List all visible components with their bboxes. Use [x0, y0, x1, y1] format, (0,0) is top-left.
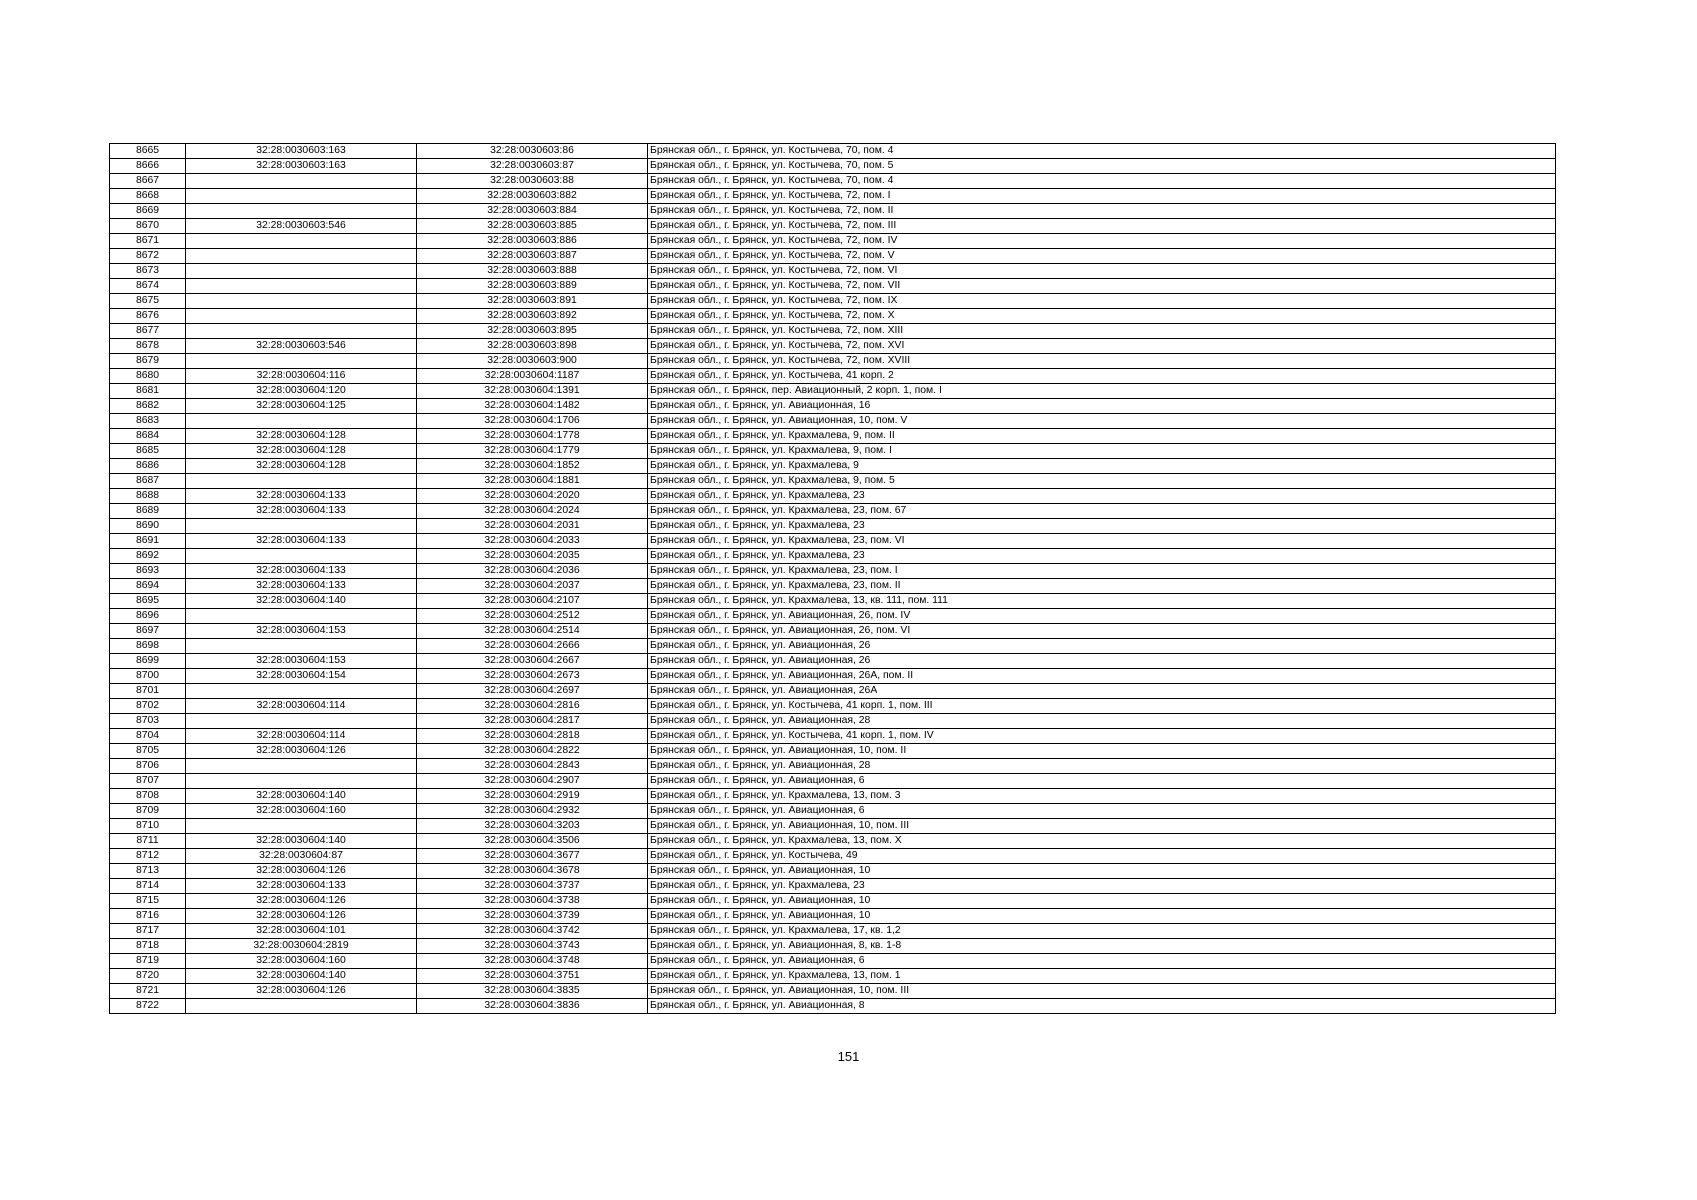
cadastral-number-cell: 32:28:0030603:891 [417, 294, 648, 309]
address-cell: Брянская обл., г. Брянск, ул. Крахмалева, 17, кв. 1,2 [648, 924, 1556, 939]
table-row [110, 624, 1556, 639]
parent-cadastral-number-cell [186, 189, 417, 204]
parent-cadastral-number-cell: 32:28:0030604:133 [186, 489, 417, 504]
row-number-cell: 8670 [110, 219, 186, 234]
address-cell: Брянская обл., г. Брянск, ул. Авиационная, 6 [648, 774, 1556, 789]
row-number-cell: 8706 [110, 759, 186, 774]
row-number-cell: 8714 [110, 879, 186, 894]
cadastral-number-cell: 32:28:0030604:2919 [417, 789, 648, 804]
cadastral-number-cell: 32:28:0030604:1706 [417, 414, 648, 429]
parent-cadastral-number-cell: 32:28:0030604:128 [186, 459, 417, 474]
address-cell: Брянская обл., г. Брянск, ул. Крахмалева, 13, пом. X [648, 834, 1556, 849]
address-cell: Брянская обл., г. Брянск, ул. Костычева, 70, пом. 4 [648, 174, 1556, 189]
cadastral-number-cell: 32:28:0030604:2907 [417, 774, 648, 789]
row-number-cell: 8671 [110, 234, 186, 249]
row-number-cell: 8701 [110, 684, 186, 699]
cadastral-number-cell: 32:28:0030604:1881 [417, 474, 648, 489]
parent-cadastral-number-cell: 32:28:0030604:133 [186, 579, 417, 594]
parent-cadastral-number-cell: 32:28:0030604:133 [186, 564, 417, 579]
table-row [110, 504, 1556, 519]
parent-cadastral-number-cell [186, 609, 417, 624]
row-number-cell: 8716 [110, 909, 186, 924]
address-cell: Брянская обл., г. Брянск, ул. Авиационная, 26 [648, 639, 1556, 654]
parent-cadastral-number-cell: 32:28:0030604:126 [186, 909, 417, 924]
address-cell: Брянская обл., г. Брянск, ул. Костычева, 72, пом. VI [648, 264, 1556, 279]
table-row [110, 189, 1556, 204]
row-number-cell: 8711 [110, 834, 186, 849]
parent-cadastral-number-cell: 32:28:0030603:546 [186, 339, 417, 354]
parent-cadastral-number-cell [186, 759, 417, 774]
table-row [110, 309, 1556, 324]
row-number-cell: 8722 [110, 999, 186, 1014]
address-cell: Брянская обл., г. Брянск, ул. Авиационная, 28 [648, 714, 1556, 729]
address-cell: Брянская обл., г. Брянск, ул. Костычева, 41 корп. 1, пом. III [648, 699, 1556, 714]
address-cell: Брянская обл., г. Брянск, ул. Авиационная, 26А [648, 684, 1556, 699]
row-number-cell: 8665 [110, 144, 186, 159]
cadastral-number-cell: 32:28:0030603:888 [417, 264, 648, 279]
table-row [110, 369, 1556, 384]
table-row [110, 339, 1556, 354]
address-cell: Брянская обл., г. Брянск, ул. Авиационная, 10, пом. II [648, 744, 1556, 759]
table-row [110, 654, 1556, 669]
table-row [110, 849, 1556, 864]
table-row [110, 399, 1556, 414]
parent-cadastral-number-cell [186, 309, 417, 324]
cadastral-number-cell: 32:28:0030604:3751 [417, 969, 648, 984]
table-row [110, 564, 1556, 579]
cadastral-number-cell: 32:28:0030604:1482 [417, 399, 648, 414]
address-cell: Брянская обл., г. Брянск, ул. Крахмалева, 9 [648, 459, 1556, 474]
table-row [110, 894, 1556, 909]
cadastral-number-cell: 32:28:0030604:2514 [417, 624, 648, 639]
parent-cadastral-number-cell: 32:28:0030604:153 [186, 624, 417, 639]
row-number-cell: 8672 [110, 249, 186, 264]
parent-cadastral-number-cell: 32:28:0030604:153 [186, 654, 417, 669]
row-number-cell: 8704 [110, 729, 186, 744]
cadastral-number-cell: 32:28:0030604:2020 [417, 489, 648, 504]
parent-cadastral-number-cell: 32:28:0030604:126 [186, 864, 417, 879]
cadastral-number-cell: 32:28:0030603:88 [417, 174, 648, 189]
row-number-cell: 8715 [110, 894, 186, 909]
parent-cadastral-number-cell [186, 684, 417, 699]
cadastral-number-cell: 32:28:0030603:889 [417, 279, 648, 294]
table-row [110, 774, 1556, 789]
cadastral-number-cell: 32:28:0030604:2512 [417, 609, 648, 624]
row-number-cell: 8702 [110, 699, 186, 714]
table-row [110, 279, 1556, 294]
table-row [110, 804, 1556, 819]
row-number-cell: 8690 [110, 519, 186, 534]
row-number-cell: 8680 [110, 369, 186, 384]
parent-cadastral-number-cell: 32:28:0030604:128 [186, 444, 417, 459]
row-number-cell: 8679 [110, 354, 186, 369]
parent-cadastral-number-cell [186, 294, 417, 309]
row-number-cell: 8707 [110, 774, 186, 789]
table-row [110, 459, 1556, 474]
parent-cadastral-number-cell: 32:28:0030604:160 [186, 954, 417, 969]
row-number-cell: 8673 [110, 264, 186, 279]
table-row [110, 939, 1556, 954]
parent-cadastral-number-cell: 32:28:0030604:128 [186, 429, 417, 444]
parent-cadastral-number-cell: 32:28:0030603:546 [186, 219, 417, 234]
row-number-cell: 8719 [110, 954, 186, 969]
cadastral-number-cell: 32:28:0030603:885 [417, 219, 648, 234]
cadastral-number-cell: 32:28:0030604:2024 [417, 504, 648, 519]
table-row [110, 204, 1556, 219]
table-row [110, 429, 1556, 444]
parent-cadastral-number-cell: 32:28:0030604:133 [186, 504, 417, 519]
table-row [110, 489, 1556, 504]
table-row [110, 579, 1556, 594]
cadastral-number-cell: 32:28:0030604:2036 [417, 564, 648, 579]
row-number-cell: 8675 [110, 294, 186, 309]
row-number-cell: 8668 [110, 189, 186, 204]
address-cell: Брянская обл., г. Брянск, ул. Костычева, 72, пом. I [648, 189, 1556, 204]
parent-cadastral-number-cell [186, 714, 417, 729]
address-cell: Брянская обл., г. Брянск, ул. Авиационная, 10, пом. III [648, 819, 1556, 834]
cadastral-number-cell: 32:28:0030604:2818 [417, 729, 648, 744]
table-row [110, 864, 1556, 879]
row-number-cell: 8720 [110, 969, 186, 984]
table-row [110, 414, 1556, 429]
address-cell: Брянская обл., г. Брянск, ул. Костычева, 49 [648, 849, 1556, 864]
address-cell: Брянская обл., г. Брянск, ул. Костычева, 72, пом. X [648, 309, 1556, 324]
address-cell: Брянская обл., г. Брянск, ул. Крахмалева, 23 [648, 519, 1556, 534]
row-number-cell: 8709 [110, 804, 186, 819]
cadastral-number-cell: 32:28:0030604:3506 [417, 834, 648, 849]
row-number-cell: 8700 [110, 669, 186, 684]
address-cell: Брянская обл., г. Брянск, ул. Авиационная, 10 [648, 909, 1556, 924]
parent-cadastral-number-cell: 32:28:0030604:114 [186, 699, 417, 714]
table-row [110, 444, 1556, 459]
address-cell: Брянская обл., г. Брянск, ул. Костычева, 72, пом. V [648, 249, 1556, 264]
address-cell: Брянская обл., г. Брянск, ул. Крахмалева, 13, пом. 1 [648, 969, 1556, 984]
address-cell: Брянская обл., г. Брянск, ул. Авиационная, 10 [648, 894, 1556, 909]
parent-cadastral-number-cell: 32:28:0030604:125 [186, 399, 417, 414]
table-row [110, 729, 1556, 744]
address-cell: Брянская обл., г. Брянск, ул. Авиационная, 26, пом. VI [648, 624, 1556, 639]
cadastral-number-cell: 32:28:0030604:2031 [417, 519, 648, 534]
row-number-cell: 8712 [110, 849, 186, 864]
parent-cadastral-number-cell: 32:28:0030604:160 [186, 804, 417, 819]
address-cell: Брянская обл., г. Брянск, ул. Авиационная, 28 [648, 759, 1556, 774]
row-number-cell: 8683 [110, 414, 186, 429]
parent-cadastral-number-cell: 32:28:0030604:133 [186, 879, 417, 894]
address-cell: Брянская обл., г. Брянск, ул. Авиационная, 26А, пом. II [648, 669, 1556, 684]
row-number-cell: 8698 [110, 639, 186, 654]
table-row [110, 609, 1556, 624]
cadastral-number-cell: 32:28:0030604:3203 [417, 819, 648, 834]
address-cell: Брянская обл., г. Брянск, ул. Крахмалева, 23, пом. I [648, 564, 1556, 579]
cadastral-number-cell: 32:28:0030603:882 [417, 189, 648, 204]
table-row [110, 534, 1556, 549]
parent-cadastral-number-cell [186, 549, 417, 564]
table-row [110, 519, 1556, 534]
cadastral-number-cell: 32:28:0030604:3835 [417, 984, 648, 999]
table-row [110, 249, 1556, 264]
address-cell: Брянская обл., г. Брянск, ул. Крахмалева, 23 [648, 549, 1556, 564]
address-cell: Брянская обл., г. Брянск, ул. Костычева, 70, пом. 5 [648, 159, 1556, 174]
address-cell: Брянская обл., г. Брянск, ул. Костычева, 70, пом. 4 [648, 144, 1556, 159]
address-cell: Брянская обл., г. Брянск, ул. Крахмалева, 9, пом. 5 [648, 474, 1556, 489]
parent-cadastral-number-cell: 32:28:0030604:133 [186, 534, 417, 549]
parent-cadastral-number-cell: 32:28:0030604:120 [186, 384, 417, 399]
page-number: 151 [837, 1049, 860, 1064]
table-row [110, 174, 1556, 189]
parent-cadastral-number-cell [186, 279, 417, 294]
parent-cadastral-number-cell: 32:28:0030604:126 [186, 894, 417, 909]
address-cell: Брянская обл., г. Брянск, ул. Авиационная, 8 [648, 999, 1556, 1014]
parent-cadastral-number-cell: 32:28:0030604:140 [186, 834, 417, 849]
cadastral-number-cell: 32:28:0030604:1391 [417, 384, 648, 399]
row-number-cell: 8687 [110, 474, 186, 489]
parent-cadastral-number-cell [186, 639, 417, 654]
address-cell: Брянская обл., г. Брянск, ул. Крахмалева, 23, пом. II [648, 579, 1556, 594]
parent-cadastral-number-cell: 32:28:0030604:114 [186, 729, 417, 744]
cadastral-number-cell: 32:28:0030603:87 [417, 159, 648, 174]
parent-cadastral-number-cell [186, 414, 417, 429]
parent-cadastral-number-cell: 32:28:0030604:140 [186, 789, 417, 804]
table-row [110, 474, 1556, 489]
parent-cadastral-number-cell: 32:28:0030604:87 [186, 849, 417, 864]
address-cell: Брянская обл., г. Брянск, ул. Костычева, 72, пом. IX [648, 294, 1556, 309]
row-number-cell: 8681 [110, 384, 186, 399]
cadastral-number-cell: 32:28:0030604:3748 [417, 954, 648, 969]
cadastral-number-cell: 32:28:0030604:2033 [417, 534, 648, 549]
cadastral-number-cell: 32:28:0030604:3737 [417, 879, 648, 894]
row-number-cell: 8689 [110, 504, 186, 519]
parent-cadastral-number-cell [186, 324, 417, 339]
parent-cadastral-number-cell [186, 234, 417, 249]
parent-cadastral-number-cell: 32:28:0030604:154 [186, 669, 417, 684]
row-number-cell: 8713 [110, 864, 186, 879]
cadastral-number-cell: 32:28:0030604:2697 [417, 684, 648, 699]
address-cell: Брянская обл., г. Брянск, ул. Авиационная, 10, пом. V [648, 414, 1556, 429]
parent-cadastral-number-cell [186, 999, 417, 1014]
table-row [110, 264, 1556, 279]
parent-cadastral-number-cell: 32:28:0030604:126 [186, 984, 417, 999]
row-number-cell: 8693 [110, 564, 186, 579]
address-cell: Брянская обл., г. Брянск, ул. Крахмалева, 13, кв. 111, пом. 111 [648, 594, 1556, 609]
row-number-cell: 8666 [110, 159, 186, 174]
row-number-cell: 8674 [110, 279, 186, 294]
row-number-cell: 8703 [110, 714, 186, 729]
cadastral-number-cell: 32:28:0030603:884 [417, 204, 648, 219]
address-cell: Брянская обл., г. Брянск, ул. Авиационная, 16 [648, 399, 1556, 414]
address-cell: Брянская обл., г. Брянск, ул. Костычева, 41 корп. 2 [648, 369, 1556, 384]
parent-cadastral-number-cell [186, 354, 417, 369]
parent-cadastral-number-cell: 32:28:0030604:140 [186, 594, 417, 609]
address-cell: Брянская обл., г. Брянск, ул. Авиационная, 10, пом. III [648, 984, 1556, 999]
table-row [110, 324, 1556, 339]
table-row [110, 909, 1556, 924]
row-number-cell: 8678 [110, 339, 186, 354]
row-number-cell: 8699 [110, 654, 186, 669]
row-number-cell: 8695 [110, 594, 186, 609]
parent-cadastral-number-cell [186, 204, 417, 219]
address-cell: Брянская обл., г. Брянск, пер. Авиационный, 2 корп. 1, пом. I [648, 384, 1556, 399]
parent-cadastral-number-cell: 32:28:0030603:163 [186, 144, 417, 159]
address-cell: Брянская обл., г. Брянск, ул. Костычева, 72, пом. VII [648, 279, 1556, 294]
row-number-cell: 8710 [110, 819, 186, 834]
parent-cadastral-number-cell [186, 774, 417, 789]
table-row [110, 159, 1556, 174]
table-row [110, 789, 1556, 804]
cadastral-number-cell: 32:28:0030604:2817 [417, 714, 648, 729]
cadastral-number-cell: 32:28:0030604:2673 [417, 669, 648, 684]
table-row [110, 594, 1556, 609]
address-cell: Брянская обл., г. Брянск, ул. Авиационная, 10 [648, 864, 1556, 879]
table-row [110, 819, 1556, 834]
cadastral-number-cell: 32:28:0030603:886 [417, 234, 648, 249]
address-cell: Брянская обл., г. Брянск, ул. Авиационная, 6 [648, 804, 1556, 819]
address-cell: Брянская обл., г. Брянск, ул. Костычева, 72, пом. III [648, 219, 1556, 234]
cadastral-number-cell: 32:28:0030604:1852 [417, 459, 648, 474]
parent-cadastral-number-cell [186, 519, 417, 534]
table-row [110, 384, 1556, 399]
parent-cadastral-number-cell: 32:28:0030604:140 [186, 969, 417, 984]
cadastral-number-cell: 32:28:0030604:2037 [417, 579, 648, 594]
table-row [110, 999, 1556, 1014]
cadastral-number-cell: 32:28:0030604:2035 [417, 549, 648, 564]
address-cell: Брянская обл., г. Брянск, ул. Крахмалева, 23, пом. VI [648, 534, 1556, 549]
table-row [110, 669, 1556, 684]
address-cell: Брянская обл., г. Брянск, ул. Костычева, 72, пом. II [648, 204, 1556, 219]
address-cell: Брянская обл., г. Брянск, ул. Авиационная, 26 [648, 654, 1556, 669]
cadastral-number-cell: 32:28:0030604:2932 [417, 804, 648, 819]
table-row [110, 714, 1556, 729]
cadastral-number-cell: 32:28:0030604:2843 [417, 759, 648, 774]
row-number-cell: 8686 [110, 459, 186, 474]
cadastral-number-cell: 32:28:0030604:3743 [417, 939, 648, 954]
cadastral-number-cell: 32:28:0030604:3742 [417, 924, 648, 939]
cadastral-number-cell: 32:28:0030603:900 [417, 354, 648, 369]
row-number-cell: 8696 [110, 609, 186, 624]
table-row [110, 924, 1556, 939]
cadastral-number-cell: 32:28:0030603:86 [417, 144, 648, 159]
address-cell: Брянская обл., г. Брянск, ул. Крахмалева, 9, пом. II [648, 429, 1556, 444]
address-cell: Брянская обл., г. Брянск, ул. Авиационная, 8, кв. 1-8 [648, 939, 1556, 954]
address-cell: Брянская обл., г. Брянск, ул. Крахмалева, 9, пом. I [648, 444, 1556, 459]
cadastral-number-cell: 32:28:0030603:895 [417, 324, 648, 339]
cadastral-number-cell: 32:28:0030603:898 [417, 339, 648, 354]
table-row [110, 834, 1556, 849]
cadastral-number-cell: 32:28:0030604:3678 [417, 864, 648, 879]
parent-cadastral-number-cell [186, 264, 417, 279]
address-cell: Брянская обл., г. Брянск, ул. Крахмалева, 23 [648, 489, 1556, 504]
parent-cadastral-number-cell [186, 249, 417, 264]
row-number-cell: 8667 [110, 174, 186, 189]
row-number-cell: 8676 [110, 309, 186, 324]
address-cell: Брянская обл., г. Брянск, ул. Костычева, 41 корп. 1, пом. IV [648, 729, 1556, 744]
table-body [110, 144, 1556, 1014]
table-row [110, 294, 1556, 309]
address-cell: Брянская обл., г. Брянск, ул. Костычева, 72, пом. XVI [648, 339, 1556, 354]
cadastral-number-cell: 32:28:0030604:3738 [417, 894, 648, 909]
cadastral-table [109, 143, 1556, 1014]
table-row [110, 639, 1556, 654]
cadastral-number-cell: 32:28:0030604:3836 [417, 999, 648, 1014]
cadastral-number-cell: 32:28:0030604:3677 [417, 849, 648, 864]
row-number-cell: 8684 [110, 429, 186, 444]
cadastral-number-cell: 32:28:0030604:2816 [417, 699, 648, 714]
parent-cadastral-number-cell: 32:28:0030604:126 [186, 744, 417, 759]
row-number-cell: 8694 [110, 579, 186, 594]
table-row [110, 219, 1556, 234]
cadastral-number-cell: 32:28:0030604:1778 [417, 429, 648, 444]
table-row [110, 234, 1556, 249]
address-cell: Брянская обл., г. Брянск, ул. Авиационная, 26, пом. IV [648, 609, 1556, 624]
parent-cadastral-number-cell: 32:28:0030604:2819 [186, 939, 417, 954]
table-row [110, 549, 1556, 564]
address-cell: Брянская обл., г. Брянск, ул. Костычева, 72, пом. IV [648, 234, 1556, 249]
cadastral-number-cell: 32:28:0030604:2666 [417, 639, 648, 654]
address-cell: Брянская обл., г. Брянск, ул. Костычева, 72, пом. XIII [648, 324, 1556, 339]
parent-cadastral-number-cell: 32:28:0030604:101 [186, 924, 417, 939]
table-row [110, 699, 1556, 714]
table-row [110, 984, 1556, 999]
cadastral-number-cell: 32:28:0030604:3739 [417, 909, 648, 924]
row-number-cell: 8697 [110, 624, 186, 639]
cadastral-number-cell: 32:28:0030604:2107 [417, 594, 648, 609]
row-number-cell: 8708 [110, 789, 186, 804]
table-row [110, 744, 1556, 759]
table-row [110, 144, 1556, 159]
parent-cadastral-number-cell [186, 819, 417, 834]
parent-cadastral-number-cell: 32:28:0030604:116 [186, 369, 417, 384]
row-number-cell: 8688 [110, 489, 186, 504]
table-row [110, 759, 1556, 774]
cadastral-number-cell: 32:28:0030604:2667 [417, 654, 648, 669]
parent-cadastral-number-cell: 32:28:0030603:163 [186, 159, 417, 174]
row-number-cell: 8721 [110, 984, 186, 999]
row-number-cell: 8692 [110, 549, 186, 564]
row-number-cell: 8691 [110, 534, 186, 549]
table-row [110, 879, 1556, 894]
cadastral-number-cell: 32:28:0030603:892 [417, 309, 648, 324]
table-row [110, 954, 1556, 969]
address-cell: Брянская обл., г. Брянск, ул. Авиационная, 6 [648, 954, 1556, 969]
address-cell: Брянская обл., г. Брянск, ул. Костычева, 72, пом. XVIII [648, 354, 1556, 369]
row-number-cell: 8682 [110, 399, 186, 414]
row-number-cell: 8717 [110, 924, 186, 939]
table-row [110, 354, 1556, 369]
cadastral-number-cell: 32:28:0030603:887 [417, 249, 648, 264]
row-number-cell: 8685 [110, 444, 186, 459]
table-row [110, 684, 1556, 699]
cadastral-number-cell: 32:28:0030604:1779 [417, 444, 648, 459]
row-number-cell: 8705 [110, 744, 186, 759]
table-row [110, 969, 1556, 984]
row-number-cell: 8669 [110, 204, 186, 219]
parent-cadastral-number-cell [186, 174, 417, 189]
address-cell: Брянская обл., г. Брянск, ул. Крахмалева, 13, пом. 3 [648, 789, 1556, 804]
cadastral-number-cell: 32:28:0030604:1187 [417, 369, 648, 384]
parent-cadastral-number-cell [186, 474, 417, 489]
row-number-cell: 8718 [110, 939, 186, 954]
address-cell: Брянская обл., г. Брянск, ул. Крахмалева, 23 [648, 879, 1556, 894]
address-cell: Брянская обл., г. Брянск, ул. Крахмалева, 23, пом. 67 [648, 504, 1556, 519]
row-number-cell: 8677 [110, 324, 186, 339]
cadastral-number-cell: 32:28:0030604:2822 [417, 744, 648, 759]
